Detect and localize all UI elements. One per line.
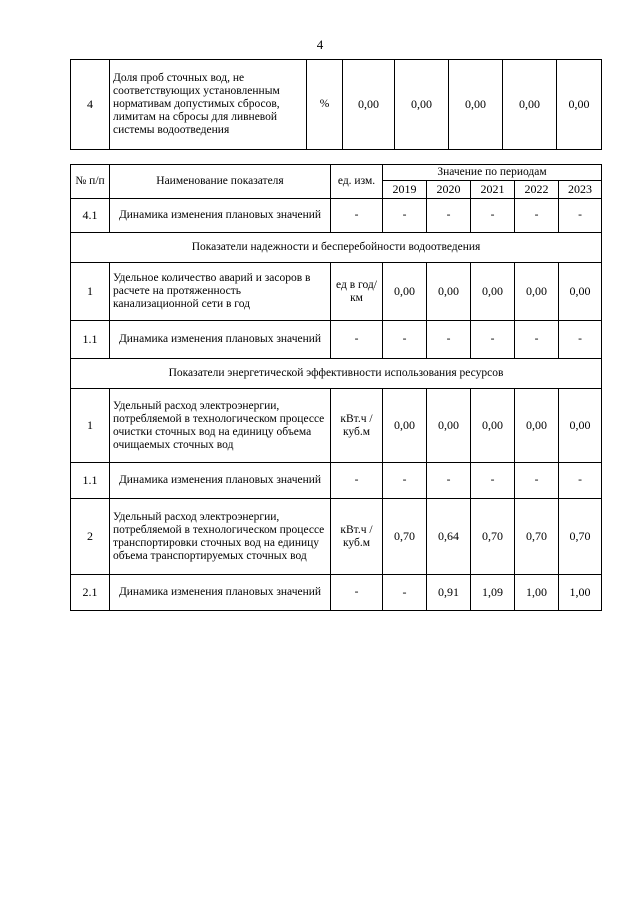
year-header: 2020 [427, 181, 471, 199]
year-header: 2023 [559, 181, 602, 199]
value-cell: 0,00 [383, 389, 427, 463]
value-cell: - [471, 199, 515, 233]
table-row [71, 321, 602, 359]
value-cell: - [427, 199, 471, 233]
value-cell: 0,00 [427, 263, 471, 321]
unit-cell: % [307, 60, 343, 150]
unit-cell: - [331, 321, 383, 359]
value-cell: - [383, 199, 427, 233]
value-cell: 0,00 [383, 263, 427, 321]
value-cell: - [471, 463, 515, 499]
value-cell: 0,00 [449, 60, 503, 150]
table-row [71, 499, 602, 575]
indicator-name: Динамика изменения плановых значений [110, 575, 331, 611]
row-number: 1 [71, 389, 110, 463]
value-cell: - [515, 321, 559, 359]
value-cell: - [427, 463, 471, 499]
row-number: 2 [71, 499, 110, 575]
value-cell: 0,00 [515, 389, 559, 463]
table-row [71, 263, 602, 321]
value-cell: - [427, 321, 471, 359]
value-cell: 0,64 [427, 499, 471, 575]
value-cell: - [515, 463, 559, 499]
value-cell: - [559, 463, 602, 499]
value-cell: - [383, 321, 427, 359]
unit-header: ед. изм. [331, 165, 383, 199]
row-number: 4.1 [71, 199, 110, 233]
section-row [71, 359, 602, 389]
value-cell: - [383, 575, 427, 611]
header-row [71, 165, 602, 181]
indicators-table [70, 164, 602, 611]
indicator-name: Доля проб сточных вод, не соответствующих установленным нормативам допустимых сбросов, лимитам на сбросы для ливневой системы водоотведения [110, 60, 307, 150]
section-row [71, 233, 602, 263]
table-row [71, 389, 602, 463]
value-cell: 0,00 [471, 263, 515, 321]
table-row [71, 463, 602, 499]
indicator-name: Динамика изменения плановых значений [110, 199, 331, 233]
row-number: 1.1 [71, 321, 110, 359]
unit-cell: - [331, 575, 383, 611]
value-cell: 0,00 [557, 60, 602, 150]
page-number: 4 [316, 37, 324, 52]
indicator-name: Динамика изменения плановых значений [110, 321, 331, 359]
value-cell: - [383, 463, 427, 499]
table-row [71, 199, 602, 233]
value-cell: 0,70 [559, 499, 602, 575]
value-cell: 0,00 [471, 389, 515, 463]
num-header: № п/п [71, 165, 110, 199]
row-number: 1 [71, 263, 110, 321]
indicator-name: Динамика изменения плановых значений [110, 463, 331, 499]
value-cell: - [559, 321, 602, 359]
unit-cell: ед в год/ км [331, 263, 383, 321]
value-cell: 0,00 [395, 60, 449, 150]
periods-header: Значение по периодам [383, 165, 602, 181]
unit-cell: кВт.ч / куб.м [331, 499, 383, 575]
value-cell: 0,70 [383, 499, 427, 575]
row-number: 4 [71, 60, 110, 150]
value-cell: - [471, 321, 515, 359]
value-cell: 1,00 [515, 575, 559, 611]
table-row [71, 60, 602, 150]
value-cell: 0,00 [343, 60, 395, 150]
indicator-name: Удельный расход электроэнергии, потребляемой в технологическом процессе транспортировки сточных вод на единицу объема транспортируемых сточных вод [110, 499, 331, 575]
year-header: 2022 [515, 181, 559, 199]
unit-cell: - [331, 199, 383, 233]
value-cell: - [559, 199, 602, 233]
indicator-name: Удельное количество аварий и засоров в расчете на протяженность канализационной сети в год [110, 263, 331, 321]
table-row [71, 575, 602, 611]
value-cell: 0,00 [515, 263, 559, 321]
value-cell: 0,00 [559, 263, 602, 321]
name-header: Наименование показателя [110, 165, 331, 199]
year-header: 2019 [383, 181, 427, 199]
value-cell: 0,00 [427, 389, 471, 463]
value-cell: 0,00 [559, 389, 602, 463]
row-number: 2.1 [71, 575, 110, 611]
unit-cell: - [331, 463, 383, 499]
value-cell: - [515, 199, 559, 233]
section-title: Показатели энергетической эффективности использования ресурсов [71, 359, 602, 389]
indicator-name: Удельный расход электроэнергии, потребляемой в технологическом процессе очистки сточных вод на единицу объема очищаемых сточных вод [110, 389, 331, 463]
value-cell: 0,70 [515, 499, 559, 575]
continuation-table [70, 59, 602, 150]
row-number: 1.1 [71, 463, 110, 499]
value-cell: 0,91 [427, 575, 471, 611]
value-cell: 1,09 [471, 575, 515, 611]
value-cell: 1,00 [559, 575, 602, 611]
value-cell: 0,70 [471, 499, 515, 575]
value-cell: 0,00 [503, 60, 557, 150]
year-header: 2021 [471, 181, 515, 199]
unit-cell: кВт.ч / куб.м [331, 389, 383, 463]
section-title: Показатели надежности и бесперебойности водоотведения [71, 233, 602, 263]
